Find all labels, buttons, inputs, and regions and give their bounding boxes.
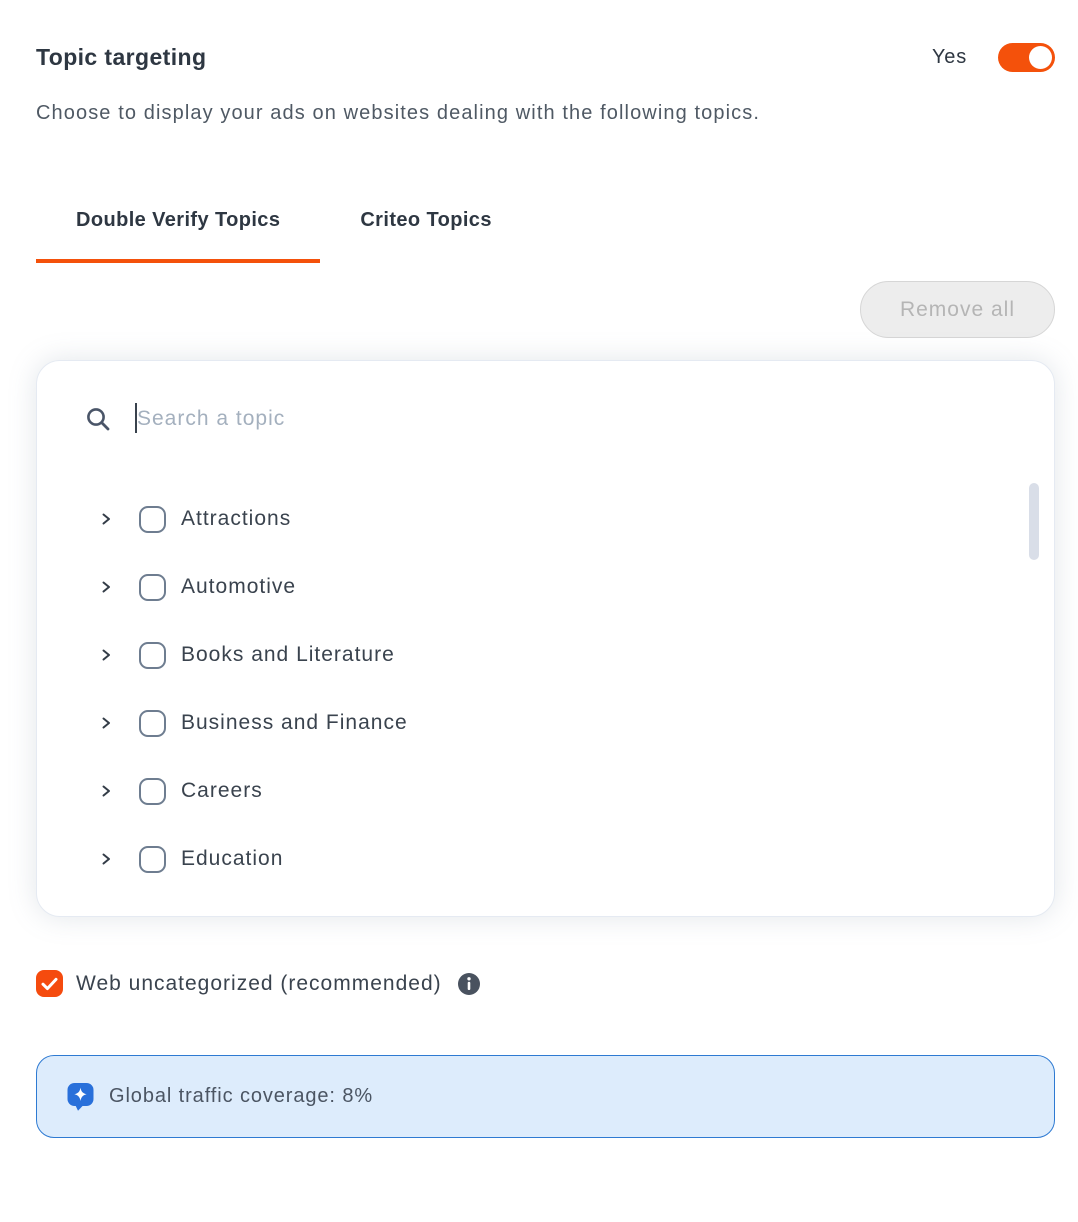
toggle-knob xyxy=(1029,46,1052,69)
topic-checkbox[interactable] xyxy=(139,574,166,601)
section-description: Choose to display your ads on websites dealing with the following topics. xyxy=(36,102,761,124)
topic-label: Books and Literature xyxy=(181,643,395,666)
traffic-coverage-text: Global traffic coverage: 8% xyxy=(109,1085,374,1107)
list-toolbar xyxy=(36,281,1055,338)
sparkle-badge-icon xyxy=(67,1082,94,1111)
topic-label: Attractions xyxy=(181,507,292,530)
toggle-state-label: Yes xyxy=(931,45,967,68)
topic-checkbox[interactable] xyxy=(139,642,166,669)
search-row xyxy=(85,403,1006,435)
search-input[interactable] xyxy=(137,407,1006,431)
topic-list xyxy=(37,485,1054,893)
topic-checkbox[interactable] xyxy=(139,506,166,533)
topic-row xyxy=(37,825,1054,893)
topic-row xyxy=(37,553,1054,621)
topic-targeting-section xyxy=(0,42,1078,1138)
topic-row xyxy=(37,621,1054,689)
topic-row xyxy=(37,485,1054,553)
tab-double-verify-topics[interactable]: Double Verify Topics xyxy=(36,195,320,263)
topic-label: Careers xyxy=(181,779,263,802)
scrollbar-thumb[interactable] xyxy=(1029,483,1039,560)
topic-targeting-toggle[interactable] xyxy=(998,43,1055,72)
search-icon xyxy=(85,406,112,433)
topics-panel xyxy=(36,360,1055,917)
web-uncategorized-checkbox[interactable] xyxy=(36,970,63,997)
topic-label: Business and Finance xyxy=(181,711,408,734)
topic-row xyxy=(37,689,1054,757)
remove-all-button[interactable]: Remove all xyxy=(860,281,1055,338)
chevron-right-icon[interactable] xyxy=(99,580,113,594)
chevron-right-icon[interactable] xyxy=(99,512,113,526)
traffic-coverage-banner xyxy=(36,1055,1055,1138)
web-uncategorized-label: Web uncategorized (recommended) xyxy=(76,971,442,995)
web-uncategorized-row xyxy=(36,970,1055,997)
text-cursor xyxy=(135,403,137,433)
info-icon[interactable] xyxy=(458,973,480,995)
chevron-right-icon[interactable] xyxy=(99,648,113,662)
topic-checkbox[interactable] xyxy=(139,778,166,805)
chevron-right-icon[interactable] xyxy=(99,852,113,866)
search-input-wrap xyxy=(137,407,1006,431)
tab-criteo-topics[interactable]: Criteo Topics xyxy=(360,209,492,231)
topic-source-tabs xyxy=(36,195,1055,263)
toggle-group xyxy=(932,43,1055,72)
topic-row xyxy=(37,757,1054,825)
section-header xyxy=(36,42,1055,72)
topic-label: Automotive xyxy=(181,575,297,598)
chevron-right-icon[interactable] xyxy=(99,784,113,798)
page-title: Topic targeting xyxy=(36,43,207,70)
topic-label: Education xyxy=(181,847,284,870)
topic-checkbox[interactable] xyxy=(139,846,166,873)
topic-checkbox[interactable] xyxy=(139,710,166,737)
chevron-right-icon[interactable] xyxy=(99,716,113,730)
